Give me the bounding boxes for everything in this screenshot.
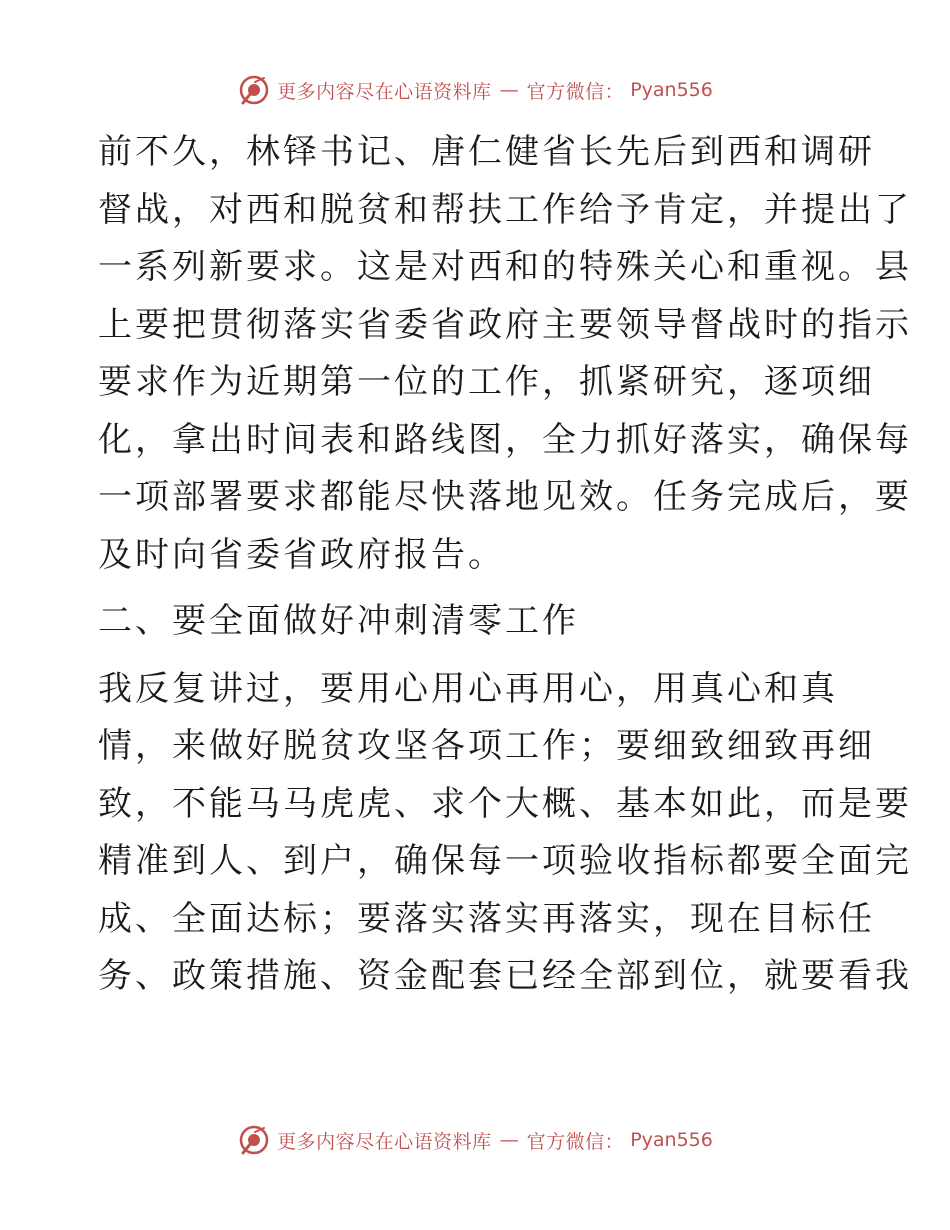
header-watermark [0, 70, 950, 110]
text-line: 督战，对西和脱贫和帮扶工作给予肯定，并提出了 [98, 189, 912, 230]
text-line: 上要把贯彻落实省委省政府主要领导督战时的指示 [98, 304, 912, 345]
text-line: 致，不能马马虎虎、求个大概、基本如此，而是要 [98, 783, 912, 824]
paragraph-1 [98, 124, 912, 584]
watermark-channel: 官方微信： [526, 80, 625, 103]
text-line: 我反复讲过，要用心用心再用心，用真心和真 [98, 668, 838, 709]
watermark-brand: 更多内容尽在心语资料库 [277, 80, 492, 103]
text-line: 精准到人、到户，确保每一项验收指标都要全面完 [98, 841, 912, 881]
text-line: 务、政策措施、资金配套已经全部到位，就要看我 [98, 956, 912, 996]
text-line: 一项部署要求都能尽快落地见效。任务完成后，要 [98, 477, 912, 517]
watermark-separator: — [499, 1129, 519, 1151]
pen-logo-icon [237, 1123, 271, 1157]
text-line: 情，来做好脱贫攻坚各项工作；要细致细致再细 [98, 726, 875, 766]
watermark-separator: — [499, 79, 519, 101]
text-line: 及时向省委省政府报告。 [98, 534, 505, 575]
pen-logo-icon [237, 73, 271, 107]
text-line: 化，拿出时间表和路线图，全力抓好落实，确保每 [98, 419, 912, 460]
watermark-handle: Pyan556 [630, 79, 713, 101]
text-line: 要求作为近期第一位的工作，抓紧研究，逐项细 [98, 362, 875, 402]
paragraph-2 [98, 661, 912, 1006]
text-line: 一系列新要求。这是对西和的特殊关心和重视。县 [98, 247, 912, 287]
section-heading [98, 593, 854, 651]
watermark-channel: 官方微信： [526, 1130, 625, 1153]
watermark-handle: Pyan556 [630, 1129, 713, 1151]
footer-watermark [0, 1120, 950, 1160]
heading-text: 二、要全面做好冲刺清零工作 [98, 601, 579, 641]
document-body [98, 124, 912, 1006]
text-line: 前不久，林铎书记、唐仁健省长先后到西和调研 [98, 132, 875, 172]
text-line: 成、全面达标；要落实落实再落实，现在目标任 [98, 898, 875, 939]
watermark-brand: 更多内容尽在心语资料库 [277, 1130, 492, 1153]
